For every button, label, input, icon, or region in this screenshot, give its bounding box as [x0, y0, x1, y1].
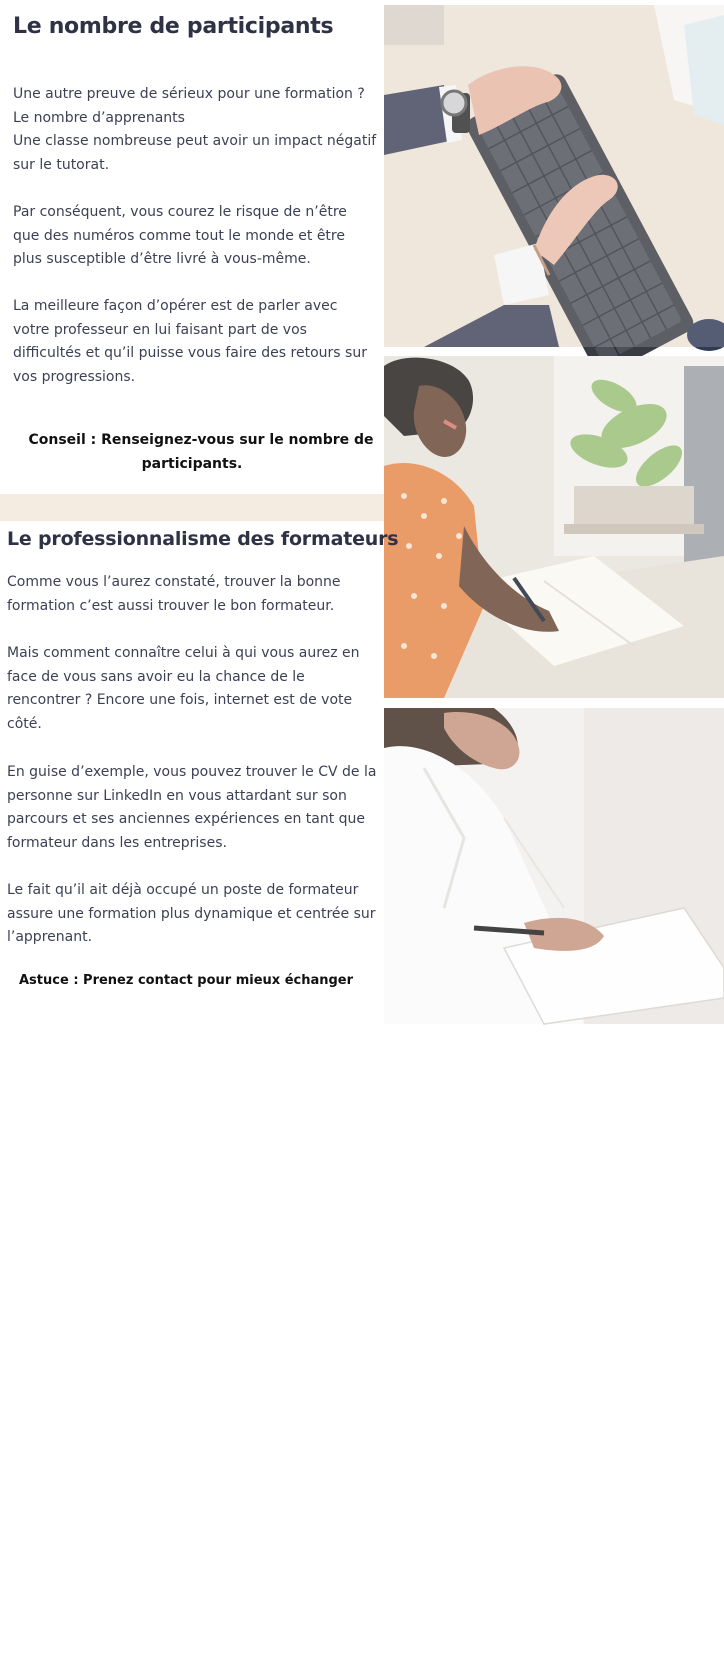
text-column [0, 0, 399, 1024]
section2-paragraph-3: En guise d’exemple, vous pouvez trouver le CV de la personne sur LinkedIn en vous attardant sur son parcours et ses anciennes expériences en tant que formateur dans les entreprises. [7, 764, 377, 851]
section1-paragraph-1-text: Une autre preuve de sérieux pour une formation ? Le nombre d’apprenants Une classe nombreuse peut avoir un impact négatif sur le tutorat. [13, 86, 377, 173]
photo-woman-writing-notebook-graphic [384, 356, 724, 698]
photo-woman-writing-notebook [384, 356, 724, 698]
section2-title: Le professionnalisme des formateurs [7, 528, 399, 550]
section2-tip [1, 973, 353, 988]
section1-paragraph-3: La meilleure façon d’opérer est de parler avec votre professeur en lui faisant part de vos difficultés et qu’il puisse vous faire des retours sur vos progressions. [13, 298, 367, 385]
section1-tip [8, 428, 376, 476]
photo-typing-keyboard [384, 5, 724, 347]
section2-paragraph-4: Le fait qu’il ait déjà occupé un poste de formateur assure une formation plus dynamique et centrée sur l’apprenant. [7, 882, 376, 945]
section1-title: Le nombre de participants [13, 14, 334, 39]
photo-woman-writing-document-graphic [384, 708, 724, 1024]
section2-paragraph-1: Comme vous l’aurez constaté, trouver la bonne formation c’est aussi trouver le bon formateur. [7, 574, 341, 614]
section-divider-band [0, 494, 401, 521]
section1-paragraph-2: Par conséquent, vous courez le risque de n’être que des numéros comme tout le monde et être plus susceptible d’être livré à vous-même. [13, 204, 347, 267]
photo-woman-writing-document [384, 708, 724, 1677]
page-footer-label: VOYAGE | PAGE 4 [705, 1538, 718, 1677]
photo-typing-keyboard-graphic [384, 5, 724, 347]
section2-paragraph-2: Mais comment connaître celui à qui vous aurez en face de vous sans avoir eu la chance de le rencontrer ? Encore une fois, internet est de vote côté. [7, 645, 360, 732]
section1-paragraph-1 [13, 83, 377, 177]
section2-tip-text: Astuce : Prenez contact pour mieux échanger [19, 973, 354, 988]
section1-tip-text: Conseil : Renseignez-vous sur le nombre de participants. [28, 432, 374, 472]
